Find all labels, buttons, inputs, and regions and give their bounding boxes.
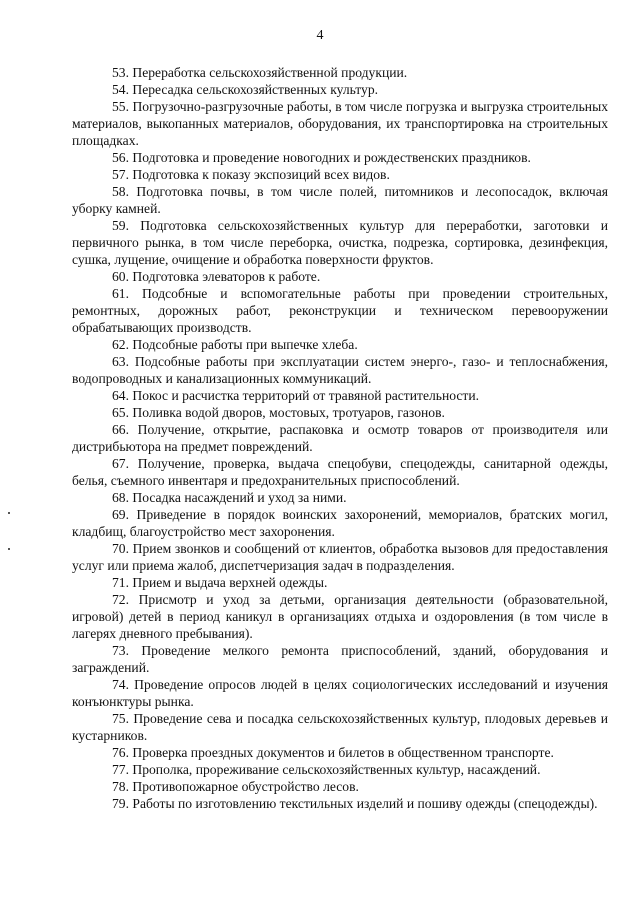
list-item: 69. Приведение в порядок воинских захоронений, мемориалов, братских могил, кладбищ, благоустройство мест захоронения. xyxy=(72,507,608,539)
list-item: 76. Проверка проездных документов и билетов в общественном транспорте. xyxy=(112,745,554,760)
list-item: 61. Подсобные и вспомогательные работы при проведении строительных, ремонтных, дорожных работ, реконструкции и техническом перевооружении обрабатывающих производств. xyxy=(72,286,608,335)
list-item: 74. Проведение опросов людей в целях социологических исследований и изучения конъюнктуры рынка. xyxy=(72,677,608,709)
list-item: 70. Прием звонков и сообщений от клиентов, обработка вызовов для предоставления услуг или приема жалоб, диспетчеризация задач в подразделения. xyxy=(72,541,608,573)
page-number: 4 xyxy=(316,28,324,43)
list-item: 72. Присмотр и уход за детьми, организация деятельности (образовательной, игровой) детей в период каникул в организациях отдыха и оздоровления (в том числе в лагерях дневного пребывания). xyxy=(72,592,608,641)
list-item: 58. Подготовка почвы, в том числе полей, питомников и лесопосадок, включая уборку камней. xyxy=(72,184,608,216)
list-item: 53. Переработка сельскохозяйственной продукции. xyxy=(112,65,408,80)
document-body xyxy=(72,64,608,812)
list-item: 67. Получение, проверка, выдача спецобуви, спецодежды, санитарной одежды, белья, съемного инвентаря и предохранительных приспособлений. xyxy=(72,456,608,488)
list-item: 78. Противопожарное обустройство лесов. xyxy=(112,779,359,794)
list-item: 64. Покос и расчистка территорий от травяной растительности. xyxy=(112,388,480,403)
list-item: 56. Подготовка и проведение новогодних и рождественских праздников. xyxy=(112,150,531,165)
list-item: 66. Получение, открытие, распаковка и осмотр товаров от производителя или дистрибьютора на предмет повреждений. xyxy=(72,422,608,454)
list-item: 59. Подготовка сельскохозяйственных культур для переработки, заготовки и первичного рынка, в том числе переборка, очистка, подрезка, сортировка, дезинфекция, сушка, лущение, очищение и обработка поверхности фруктов. xyxy=(72,218,608,267)
list-item: 63. Подсобные работы при эксплуатации систем энерго-, газо- и теплоснабжения, водопроводных и канализационных коммуникаций. xyxy=(72,354,608,386)
list-item: 55. Погрузочно-разгрузочные работы, в том числе погрузка и выгрузка строительных материалов, выкопанных материалов, оборудования, их транспортировка на строительных площадках. xyxy=(72,99,608,148)
list-item: 65. Поливка водой дворов, мостовых, тротуаров, газонов. xyxy=(112,405,445,420)
list-item: 77. Прополка, прореживание сельскохозяйственных культур, насаждений. xyxy=(112,762,541,777)
scan-artifact xyxy=(8,512,10,514)
list-item: 62. Подсобные работы при выпечке хлеба. xyxy=(112,337,358,352)
list-item: 57. Подготовка к показу экспозиций всех видов. xyxy=(112,167,390,182)
scan-artifact xyxy=(8,548,10,550)
list-item: 60. Подготовка элеваторов к работе. xyxy=(112,269,321,284)
list-item: 73. Проведение мелкого ремонта приспособлений, зданий, оборудования и заграждений. xyxy=(72,643,608,675)
list-item: 71. Прием и выдача верхней одежды. xyxy=(112,575,328,590)
list-item: 68. Посадка насаждений и уход за ними. xyxy=(112,490,347,505)
list-item: 75. Проведение сева и посадка сельскохозяйственных культур, плодовых деревьев и кустарников. xyxy=(72,711,608,743)
list-item: 54. Пересадка сельскохозяйственных культур. xyxy=(112,82,379,97)
list-item: 79. Работы по изготовлению текстильных изделий и пошиву одежды (спецодежды). xyxy=(112,796,598,811)
